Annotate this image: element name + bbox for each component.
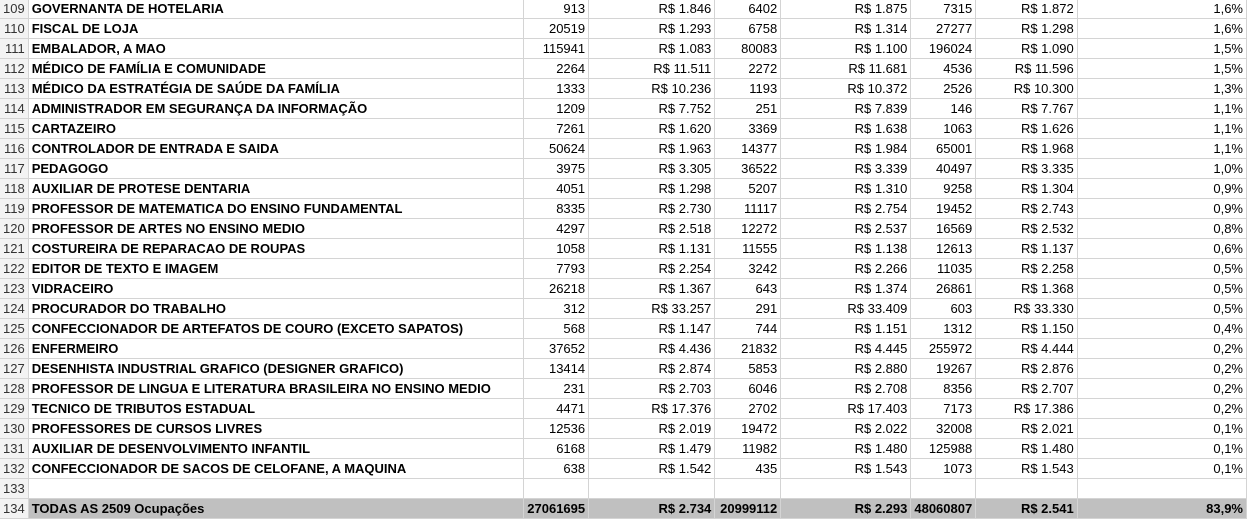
count-cell-3[interactable]: 255972 [911, 339, 976, 359]
table-row [0, 59, 1247, 79]
count-cell-3[interactable]: 125988 [911, 439, 976, 459]
salary-cell-1[interactable]: R$ 1.298 [589, 179, 715, 199]
count-cell-1[interactable]: 4051 [524, 179, 589, 199]
table-row [0, 259, 1247, 279]
occupation-cell[interactable]: MÉDICO DA ESTRATÉGIA DE SAÚDE DA FAMÍLIA [28, 79, 524, 99]
table-row [0, 459, 1247, 479]
salary-cell-1[interactable]: R$ 2.730 [589, 199, 715, 219]
table-row [0, 339, 1247, 359]
salary-cell-2[interactable]: R$ 17.403 [781, 399, 911, 419]
count-cell-2[interactable]: 643 [715, 279, 781, 299]
table-row [0, 119, 1247, 139]
salary-cell-3[interactable]: R$ 1.626 [976, 119, 1078, 139]
salary-cell-1[interactable]: R$ 1.293 [589, 19, 715, 39]
table-row [0, 159, 1247, 179]
row-number[interactable]: 113 [0, 79, 28, 99]
salary-cell-1[interactable]: R$ 2.019 [589, 419, 715, 439]
salary-cell-2[interactable]: R$ 2.708 [781, 379, 911, 399]
salary-cell-1[interactable]: R$ 2.874 [589, 359, 715, 379]
count-cell-2[interactable]: 6758 [715, 19, 781, 39]
occupation-cell[interactable]: PROCURADOR DO TRABALHO [28, 299, 524, 319]
percent-cell[interactable]: 0,1% [1077, 459, 1246, 479]
salary-cell-2[interactable]: R$ 1.100 [781, 39, 911, 59]
salary-cell-3[interactable]: R$ 7.767 [976, 99, 1078, 119]
percent-cell[interactable] [1077, 479, 1246, 499]
percent-cell[interactable]: 0,8% [1077, 219, 1246, 239]
count-cell-1[interactable]: 638 [524, 459, 589, 479]
occupation-cell[interactable] [28, 479, 524, 499]
row-number[interactable]: 118 [0, 179, 28, 199]
count-cell-3[interactable]: 19452 [911, 199, 976, 219]
count-cell-2[interactable]: 11117 [715, 199, 781, 219]
salary-cell-3[interactable]: R$ 17.386 [976, 399, 1078, 419]
percent-cell[interactable]: 0,6% [1077, 239, 1246, 259]
count-cell-1[interactable]: 3975 [524, 159, 589, 179]
salary-cell-3[interactable]: R$ 3.335 [976, 159, 1078, 179]
count-cell-2[interactable] [715, 479, 781, 499]
salary-cell-1[interactable]: R$ 2.518 [589, 219, 715, 239]
count-cell-1[interactable]: 27061695 [524, 499, 589, 519]
count-cell-1[interactable]: 26218 [524, 279, 589, 299]
occupation-cell[interactable]: COSTUREIRA DE REPARACAO DE ROUPAS [28, 239, 524, 259]
count-cell-3[interactable]: 16569 [911, 219, 976, 239]
count-cell-3[interactable]: 9258 [911, 179, 976, 199]
count-cell-1[interactable] [524, 479, 589, 499]
occupation-cell[interactable]: CONFECCIONADOR DE SACOS DE CELOFANE, A MAQUINA [28, 459, 524, 479]
count-cell-2[interactable]: 5207 [715, 179, 781, 199]
salary-cell-1[interactable]: R$ 1.620 [589, 119, 715, 139]
salary-cell-2[interactable]: R$ 1.314 [781, 19, 911, 39]
row-number[interactable]: 109 [0, 0, 28, 19]
salary-cell-1[interactable]: R$ 1.367 [589, 279, 715, 299]
salary-cell-1[interactable]: R$ 1.846 [589, 0, 715, 19]
salary-cell-2[interactable]: R$ 11.681 [781, 59, 911, 79]
count-cell-2[interactable]: 3242 [715, 259, 781, 279]
salary-cell-2[interactable]: R$ 1.138 [781, 239, 911, 259]
count-cell-3[interactable]: 146 [911, 99, 976, 119]
salary-cell-3[interactable]: R$ 1.480 [976, 439, 1078, 459]
percent-cell[interactable]: 0,5% [1077, 299, 1246, 319]
row-number[interactable]: 121 [0, 239, 28, 259]
percent-cell[interactable]: 1,6% [1077, 0, 1246, 19]
table-row [0, 279, 1247, 299]
occupation-cell[interactable]: CARTAZEIRO [28, 119, 524, 139]
salary-cell-3[interactable]: R$ 10.300 [976, 79, 1078, 99]
occupation-cell[interactable]: ENFERMEIRO [28, 339, 524, 359]
percent-cell[interactable]: 0,9% [1077, 199, 1246, 219]
count-cell-2[interactable]: 5853 [715, 359, 781, 379]
count-cell-3[interactable]: 7315 [911, 0, 976, 19]
salary-cell-2[interactable]: R$ 2.293 [781, 499, 911, 519]
salary-cell-2[interactable]: R$ 2.537 [781, 219, 911, 239]
percent-cell[interactable]: 0,2% [1077, 379, 1246, 399]
occupation-cell[interactable]: CONFECCIONADOR DE ARTEFATOS DE COURO (EXCETO SAPATOS) [28, 319, 524, 339]
table-row [0, 19, 1247, 39]
row-number[interactable]: 117 [0, 159, 28, 179]
count-cell-3[interactable]: 26861 [911, 279, 976, 299]
percent-cell[interactable]: 0,2% [1077, 359, 1246, 379]
total-row [0, 499, 1247, 519]
percent-cell[interactable]: 1,3% [1077, 79, 1246, 99]
count-cell-3[interactable]: 8356 [911, 379, 976, 399]
salary-cell-2[interactable] [781, 479, 911, 499]
table-row [0, 319, 1247, 339]
row-number[interactable]: 129 [0, 399, 28, 419]
occupation-cell[interactable]: ADMINISTRADOR EM SEGURANÇA DA INFORMAÇÃO [28, 99, 524, 119]
salary-cell-3[interactable]: R$ 2.258 [976, 259, 1078, 279]
occupation-cell[interactable]: VIDRACEIRO [28, 279, 524, 299]
occupation-cell[interactable]: PROFESSOR DE LINGUA E LITERATURA BRASILEIRA NO ENSINO MEDIO [28, 379, 524, 399]
count-cell-3[interactable]: 196024 [911, 39, 976, 59]
percent-cell[interactable]: 83,9% [1077, 499, 1246, 519]
percent-cell[interactable]: 0,1% [1077, 439, 1246, 459]
table-row [0, 179, 1247, 199]
row-number[interactable]: 133 [0, 479, 28, 499]
salary-cell-3[interactable]: R$ 1.872 [976, 0, 1078, 19]
salary-cell-2[interactable]: R$ 1.543 [781, 459, 911, 479]
table-row [0, 99, 1247, 119]
count-cell-3[interactable]: 2526 [911, 79, 976, 99]
percent-cell[interactable]: 0,1% [1077, 419, 1246, 439]
count-cell-2[interactable]: 251 [715, 99, 781, 119]
count-cell-3[interactable]: 603 [911, 299, 976, 319]
count-cell-3[interactable]: 4536 [911, 59, 976, 79]
occupation-cell[interactable]: PROFESSORES DE CURSOS LIVRES [28, 419, 524, 439]
count-cell-2[interactable]: 80083 [715, 39, 781, 59]
salary-cell-3[interactable]: R$ 2.021 [976, 419, 1078, 439]
salary-cell-2[interactable]: R$ 1.374 [781, 279, 911, 299]
percent-cell[interactable]: 0,2% [1077, 339, 1246, 359]
salary-cell-2[interactable]: R$ 2.022 [781, 419, 911, 439]
row-number[interactable]: 131 [0, 439, 28, 459]
count-cell-2[interactable]: 11555 [715, 239, 781, 259]
salary-cell-2[interactable]: R$ 2.266 [781, 259, 911, 279]
count-cell-2[interactable]: 2272 [715, 59, 781, 79]
salary-cell-1[interactable]: R$ 1.083 [589, 39, 715, 59]
salary-cell-1[interactable]: R$ 3.305 [589, 159, 715, 179]
count-cell-1[interactable]: 12536 [524, 419, 589, 439]
count-cell-2[interactable]: 19472 [715, 419, 781, 439]
salary-cell-1[interactable]: R$ 4.436 [589, 339, 715, 359]
count-cell-3[interactable] [911, 479, 976, 499]
occupation-cell[interactable]: MÉDICO DE FAMÍLIA E COMUNIDADE [28, 59, 524, 79]
row-number[interactable]: 134 [0, 499, 28, 519]
salary-cell-2[interactable]: R$ 2.754 [781, 199, 911, 219]
salary-cell-1[interactable]: R$ 11.511 [589, 59, 715, 79]
salary-cell-3[interactable]: R$ 2.541 [976, 499, 1078, 519]
count-cell-2[interactable]: 14377 [715, 139, 781, 159]
occupation-cell[interactable]: FISCAL DE LOJA [28, 19, 524, 39]
count-cell-3[interactable]: 19267 [911, 359, 976, 379]
row-number[interactable]: 130 [0, 419, 28, 439]
salary-cell-3[interactable]: R$ 2.743 [976, 199, 1078, 219]
salary-cell-3[interactable]: R$ 1.090 [976, 39, 1078, 59]
table-row [0, 439, 1247, 459]
row-number[interactable]: 114 [0, 99, 28, 119]
occupation-cell[interactable]: PROFESSOR DE ARTES NO ENSINO MEDIO [28, 219, 524, 239]
occupation-cell[interactable]: EDITOR DE TEXTO E IMAGEM [28, 259, 524, 279]
percent-cell[interactable]: 1,0% [1077, 159, 1246, 179]
count-cell-3[interactable]: 1063 [911, 119, 976, 139]
table-row [0, 79, 1247, 99]
table-row [0, 399, 1247, 419]
table-row [0, 219, 1247, 239]
salary-cell-2[interactable]: R$ 1.638 [781, 119, 911, 139]
percent-cell[interactable]: 0,2% [1077, 399, 1246, 419]
percent-cell[interactable]: 1,5% [1077, 59, 1246, 79]
table-row [0, 239, 1247, 259]
percent-cell[interactable]: 1,6% [1077, 19, 1246, 39]
table-row [0, 199, 1247, 219]
table-row [0, 379, 1247, 399]
count-cell-2[interactable]: 21832 [715, 339, 781, 359]
salary-cell-2[interactable]: R$ 1.151 [781, 319, 911, 339]
table-row [0, 0, 1247, 19]
salary-cell-1[interactable]: R$ 2.254 [589, 259, 715, 279]
occupation-cell[interactable]: PROFESSOR DE MATEMATICA DO ENSINO FUNDAMENTAL [28, 199, 524, 219]
salary-cell-3[interactable] [976, 479, 1078, 499]
count-cell-1[interactable]: 6168 [524, 439, 589, 459]
row-number[interactable]: 132 [0, 459, 28, 479]
salary-cell-1[interactable]: R$ 10.236 [589, 79, 715, 99]
salary-cell-3[interactable]: R$ 1.137 [976, 239, 1078, 259]
salary-cell-2[interactable]: R$ 2.880 [781, 359, 911, 379]
salary-cell-1[interactable] [589, 479, 715, 499]
row-number[interactable]: 125 [0, 319, 28, 339]
salary-cell-1[interactable]: R$ 17.376 [589, 399, 715, 419]
salary-cell-1[interactable]: R$ 33.257 [589, 299, 715, 319]
count-cell-2[interactable]: 20999112 [715, 499, 781, 519]
table-row [0, 299, 1247, 319]
salary-cell-3[interactable]: R$ 1.150 [976, 319, 1078, 339]
percent-cell[interactable]: 1,1% [1077, 119, 1246, 139]
occupation-cell[interactable]: CONTROLADOR DE ENTRADA E SAIDA [28, 139, 524, 159]
percent-cell[interactable]: 0,9% [1077, 179, 1246, 199]
salary-cell-2[interactable]: R$ 33.409 [781, 299, 911, 319]
count-cell-3[interactable]: 32008 [911, 419, 976, 439]
occupation-cell[interactable]: TODAS AS 2509 Ocupações [28, 499, 524, 519]
salary-cell-1[interactable]: R$ 7.752 [589, 99, 715, 119]
empty-row [0, 479, 1247, 499]
salary-cell-3[interactable]: R$ 1.968 [976, 139, 1078, 159]
percent-cell[interactable]: 0,5% [1077, 279, 1246, 299]
salary-cell-1[interactable]: R$ 1.131 [589, 239, 715, 259]
salary-cell-2[interactable]: R$ 7.839 [781, 99, 911, 119]
row-number[interactable]: 127 [0, 359, 28, 379]
count-cell-2[interactable]: 2702 [715, 399, 781, 419]
table-row [0, 419, 1247, 439]
count-cell-1[interactable]: 115941 [524, 39, 589, 59]
percent-cell[interactable]: 1,5% [1077, 39, 1246, 59]
salary-cell-3[interactable]: R$ 33.330 [976, 299, 1078, 319]
row-number[interactable]: 123 [0, 279, 28, 299]
count-cell-1[interactable]: 568 [524, 319, 589, 339]
count-cell-3[interactable]: 1073 [911, 459, 976, 479]
count-cell-2[interactable]: 1193 [715, 79, 781, 99]
table-row [0, 359, 1247, 379]
count-cell-1[interactable]: 7793 [524, 259, 589, 279]
count-cell-3[interactable]: 1312 [911, 319, 976, 339]
count-cell-2[interactable]: 11982 [715, 439, 781, 459]
count-cell-3[interactable]: 65001 [911, 139, 976, 159]
count-cell-1[interactable]: 312 [524, 299, 589, 319]
count-cell-2[interactable]: 6046 [715, 379, 781, 399]
count-cell-1[interactable]: 4297 [524, 219, 589, 239]
row-number[interactable]: 111 [0, 39, 28, 59]
salary-cell-3[interactable]: R$ 2.532 [976, 219, 1078, 239]
occupation-cell[interactable]: DESENHISTA INDUSTRIAL GRAFICO (DESIGNER GRAFICO) [28, 359, 524, 379]
count-cell-3[interactable]: 7173 [911, 399, 976, 419]
salary-cell-3[interactable]: R$ 1.304 [976, 179, 1078, 199]
salary-cell-1[interactable]: R$ 1.542 [589, 459, 715, 479]
count-cell-2[interactable]: 435 [715, 459, 781, 479]
count-cell-3[interactable]: 12613 [911, 239, 976, 259]
percent-cell[interactable]: 1,1% [1077, 139, 1246, 159]
salary-cell-3[interactable]: R$ 1.368 [976, 279, 1078, 299]
count-cell-1[interactable]: 231 [524, 379, 589, 399]
salary-cell-3[interactable]: R$ 11.596 [976, 59, 1078, 79]
count-cell-2[interactable]: 291 [715, 299, 781, 319]
percent-cell[interactable]: 1,1% [1077, 99, 1246, 119]
count-cell-3[interactable]: 40497 [911, 159, 976, 179]
count-cell-2[interactable]: 36522 [715, 159, 781, 179]
salary-cell-2[interactable]: R$ 1.310 [781, 179, 911, 199]
salary-cell-3[interactable]: R$ 1.298 [976, 19, 1078, 39]
count-cell-1[interactable]: 50624 [524, 139, 589, 159]
occupation-cell[interactable]: EMBALADOR, A MAO [28, 39, 524, 59]
count-cell-1[interactable]: 1209 [524, 99, 589, 119]
occupation-cell[interactable]: PEDAGOGO [28, 159, 524, 179]
count-cell-1[interactable]: 1333 [524, 79, 589, 99]
row-number[interactable]: 122 [0, 259, 28, 279]
count-cell-2[interactable]: 6402 [715, 0, 781, 19]
row-number[interactable]: 126 [0, 339, 28, 359]
salary-cell-1[interactable]: R$ 1.963 [589, 139, 715, 159]
row-number[interactable]: 128 [0, 379, 28, 399]
occupation-cell[interactable]: GOVERNANTA DE HOTELARIA [28, 0, 524, 19]
occupation-cell[interactable]: TECNICO DE TRIBUTOS ESTADUAL [28, 399, 524, 419]
row-number[interactable]: 119 [0, 199, 28, 219]
count-cell-3[interactable]: 11035 [911, 259, 976, 279]
count-cell-1[interactable]: 913 [524, 0, 589, 19]
count-cell-2[interactable]: 12272 [715, 219, 781, 239]
salary-cell-3[interactable]: R$ 1.543 [976, 459, 1078, 479]
row-number[interactable]: 116 [0, 139, 28, 159]
row-number[interactable]: 120 [0, 219, 28, 239]
percent-cell[interactable]: 0,4% [1077, 319, 1246, 339]
salary-cell-2[interactable]: R$ 10.372 [781, 79, 911, 99]
salary-cell-2[interactable]: R$ 1.875 [781, 0, 911, 19]
row-number[interactable]: 115 [0, 119, 28, 139]
salary-cell-2[interactable]: R$ 1.984 [781, 139, 911, 159]
salary-cell-3[interactable]: R$ 4.444 [976, 339, 1078, 359]
count-cell-1[interactable]: 7261 [524, 119, 589, 139]
salary-cell-3[interactable]: R$ 2.876 [976, 359, 1078, 379]
count-cell-1[interactable]: 8335 [524, 199, 589, 219]
row-number[interactable]: 112 [0, 59, 28, 79]
row-number[interactable]: 110 [0, 19, 28, 39]
count-cell-3[interactable]: 27277 [911, 19, 976, 39]
count-cell-1[interactable]: 20519 [524, 19, 589, 39]
table-row [0, 139, 1247, 159]
count-cell-2[interactable]: 744 [715, 319, 781, 339]
salary-cell-2[interactable]: R$ 3.339 [781, 159, 911, 179]
salary-cell-3[interactable]: R$ 2.707 [976, 379, 1078, 399]
count-cell-1[interactable]: 2264 [524, 59, 589, 79]
salary-cell-1[interactable]: R$ 2.734 [589, 499, 715, 519]
count-cell-1[interactable]: 37652 [524, 339, 589, 359]
count-cell-2[interactable]: 3369 [715, 119, 781, 139]
salary-cell-1[interactable]: R$ 2.703 [589, 379, 715, 399]
salary-cell-2[interactable]: R$ 4.445 [781, 339, 911, 359]
count-cell-1[interactable]: 4471 [524, 399, 589, 419]
count-cell-1[interactable]: 13414 [524, 359, 589, 379]
salary-cell-2[interactable]: R$ 1.480 [781, 439, 911, 459]
salary-cell-1[interactable]: R$ 1.479 [589, 439, 715, 459]
row-number[interactable]: 124 [0, 299, 28, 319]
occupation-cell[interactable]: AUXILIAR DE PROTESE DENTARIA [28, 179, 524, 199]
salary-cell-1[interactable]: R$ 1.147 [589, 319, 715, 339]
percent-cell[interactable]: 0,5% [1077, 259, 1246, 279]
count-cell-3[interactable]: 48060807 [911, 499, 976, 519]
table-row [0, 39, 1247, 59]
occupation-cell[interactable]: AUXILIAR DE DESENVOLVIMENTO INFANTIL [28, 439, 524, 459]
count-cell-1[interactable]: 1058 [524, 239, 589, 259]
